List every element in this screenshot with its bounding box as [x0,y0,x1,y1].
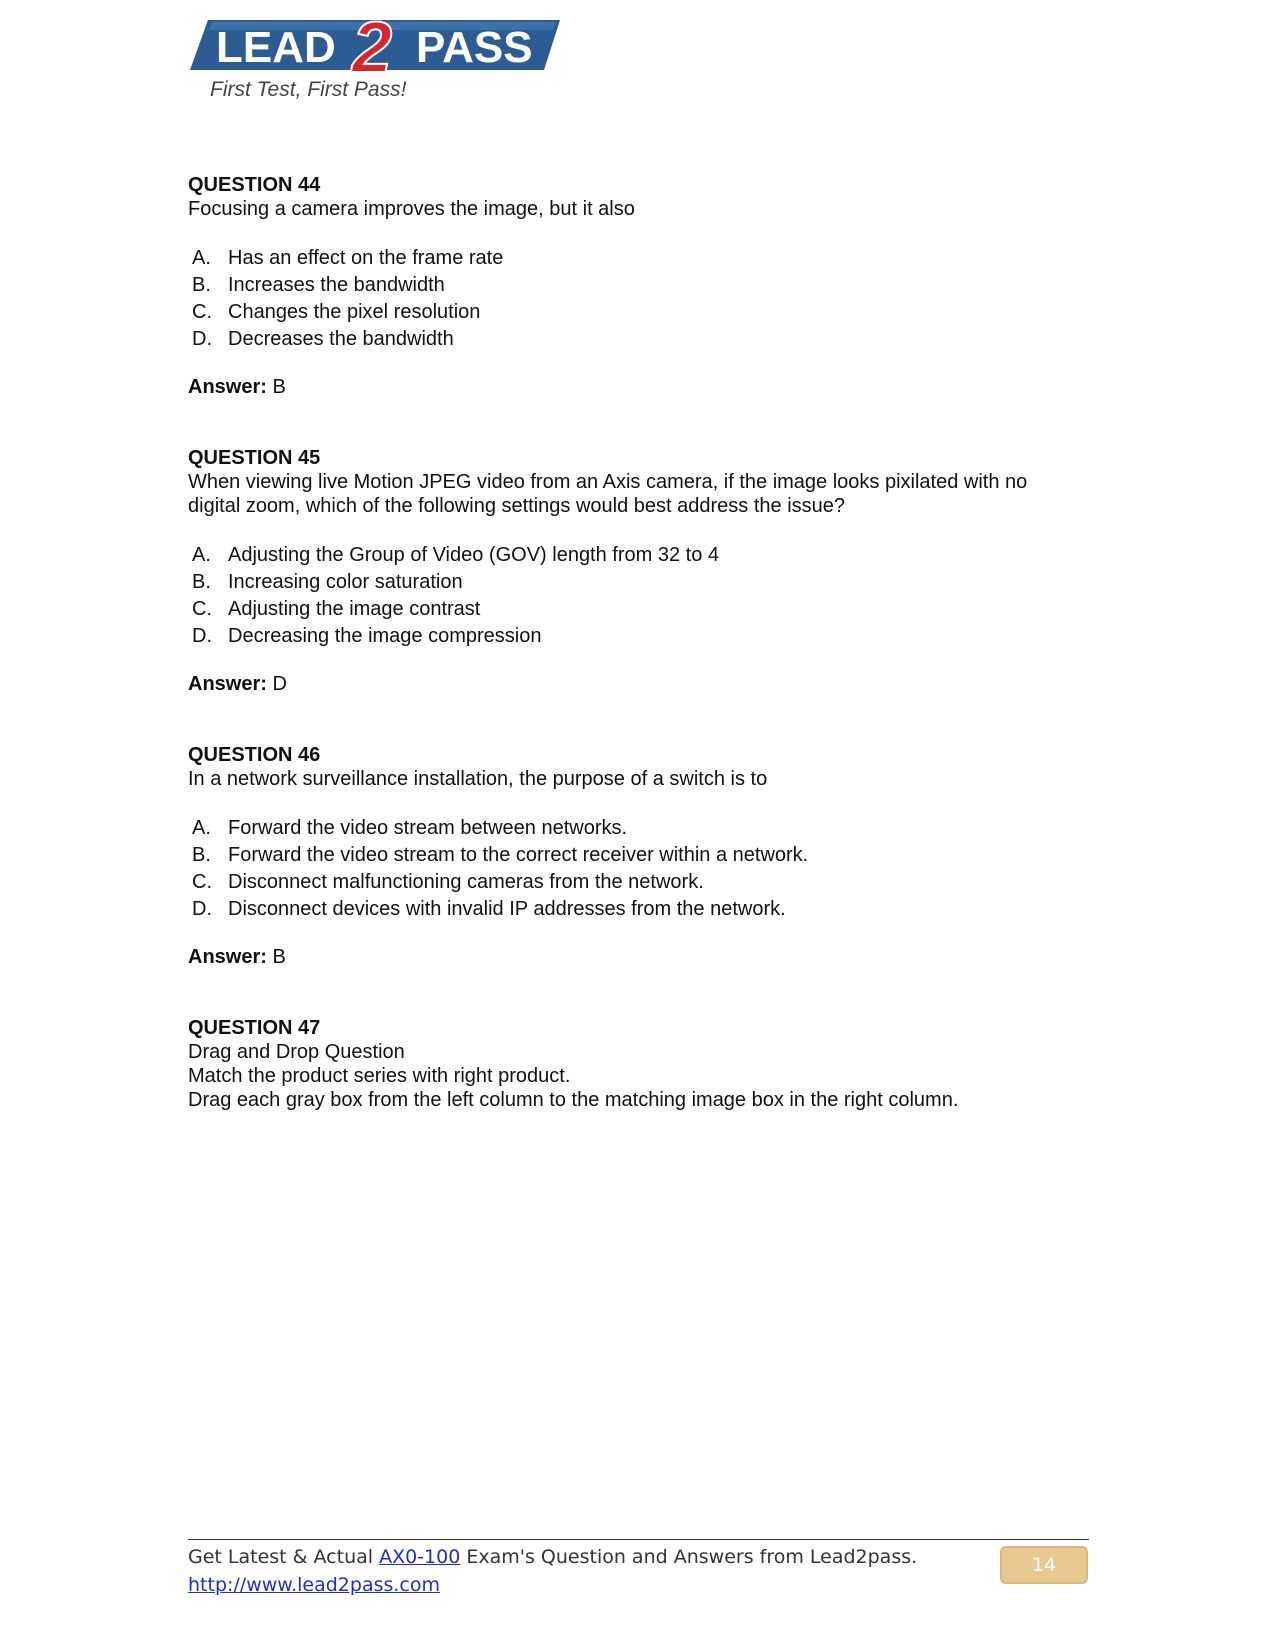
footer-suffix: Exam's Question and Answers from Lead2pass. [460,1546,918,1568]
question-text: When viewing live Motion JPEG video from an Axis camera, if the image looks pixilated with no [188,471,1028,493]
option-item [188,569,1088,596]
answer-label: Answer: [188,673,267,695]
option-text: Decreases the bandwidth [228,328,454,350]
answer-options [188,542,1088,650]
answer-line [188,672,1088,696]
logo-lead-text: LEAD [216,23,336,72]
option-text: Adjusting the image contrast [228,598,481,620]
logo-pass-text: PASS [416,23,533,72]
option-item [188,542,1088,569]
lead2pass-logo [190,8,580,108]
option-letter: A. [192,817,211,839]
option-item [188,842,1088,869]
footer-prefix: Get Latest & Actual [188,1546,380,1568]
lead2pass-logo-graphic [190,8,580,108]
option-text: Increases the bandwidth [228,274,445,296]
question-title: QUESTION 46 [188,744,321,766]
question-text: In a network surveillance installation, the purpose of a switch is to [188,768,768,790]
question-text: Drag each gray box from the left column to the matching image box in the right column. [188,1089,959,1111]
option-text: Adjusting the Group of Video (GOV) length from 32 to 4 [228,544,720,566]
footer-promo-line [188,1543,917,1571]
answer-options [188,245,1088,353]
option-text: Changes the pixel resolution [228,301,481,323]
option-text: Increasing color saturation [228,571,463,593]
exam-link[interactable]: AX0-100 [379,1546,461,1568]
logo-digit: 2 [352,8,393,88]
answer-value: D [272,673,287,695]
question-text: digital zoom, which of the following settings would best address the issue? [188,495,846,517]
answer-line [188,375,1088,399]
option-text: Decreasing the image compression [228,625,542,647]
option-letter: D. [192,898,212,920]
logo-tagline: First Test, First Pass! [210,78,407,101]
option-letter: D. [192,328,212,350]
footer-divider [188,1539,1089,1540]
answer-options [188,815,1088,923]
answer-label: Answer: [188,946,267,968]
option-text: Forward the video stream to the correct receiver within a network. [228,844,809,866]
question-text: Drag and Drop Question [188,1041,405,1063]
question-list [188,173,1088,1159]
option-letter: C. [192,598,212,620]
question-block [188,743,1088,969]
option-item [188,869,1088,896]
option-text: Forward the video stream between networks. [228,817,628,839]
answer-value: B [272,376,286,398]
question-block [188,446,1088,696]
option-text: Disconnect malfunctioning cameras from the network. [228,871,704,893]
question-title: QUESTION 44 [188,174,321,196]
option-item [188,896,1088,923]
option-item [188,326,1088,353]
option-letter: B. [192,571,211,593]
page-number-badge: 14 [1000,1546,1088,1584]
option-letter: B. [192,844,211,866]
footer [188,1543,917,1599]
option-letter: C. [192,871,212,893]
site-url-link[interactable]: http://www.lead2pass.com [188,1574,441,1596]
option-letter: B. [192,274,211,296]
question-block [188,173,1088,399]
option-letter: A. [192,247,211,269]
answer-line [188,945,1088,969]
option-item [188,623,1088,650]
option-item [188,272,1088,299]
option-item [188,815,1088,842]
option-item [188,299,1088,326]
answer-label: Answer: [188,376,267,398]
question-title: QUESTION 47 [188,1017,321,1039]
question-text: Focusing a camera improves the image, but it also [188,198,635,220]
question-block [188,1016,1088,1112]
option-letter: C. [192,301,212,323]
question-title: QUESTION 45 [188,447,321,469]
option-item [188,596,1088,623]
option-text: Disconnect devices with invalid IP addresses from the network. [228,898,786,920]
option-letter: A. [192,544,211,566]
answer-value: B [272,946,286,968]
option-text: Has an effect on the frame rate [228,247,504,269]
question-text: Match the product series with right product. [188,1065,571,1087]
option-letter: D. [192,625,212,647]
option-item [188,245,1088,272]
